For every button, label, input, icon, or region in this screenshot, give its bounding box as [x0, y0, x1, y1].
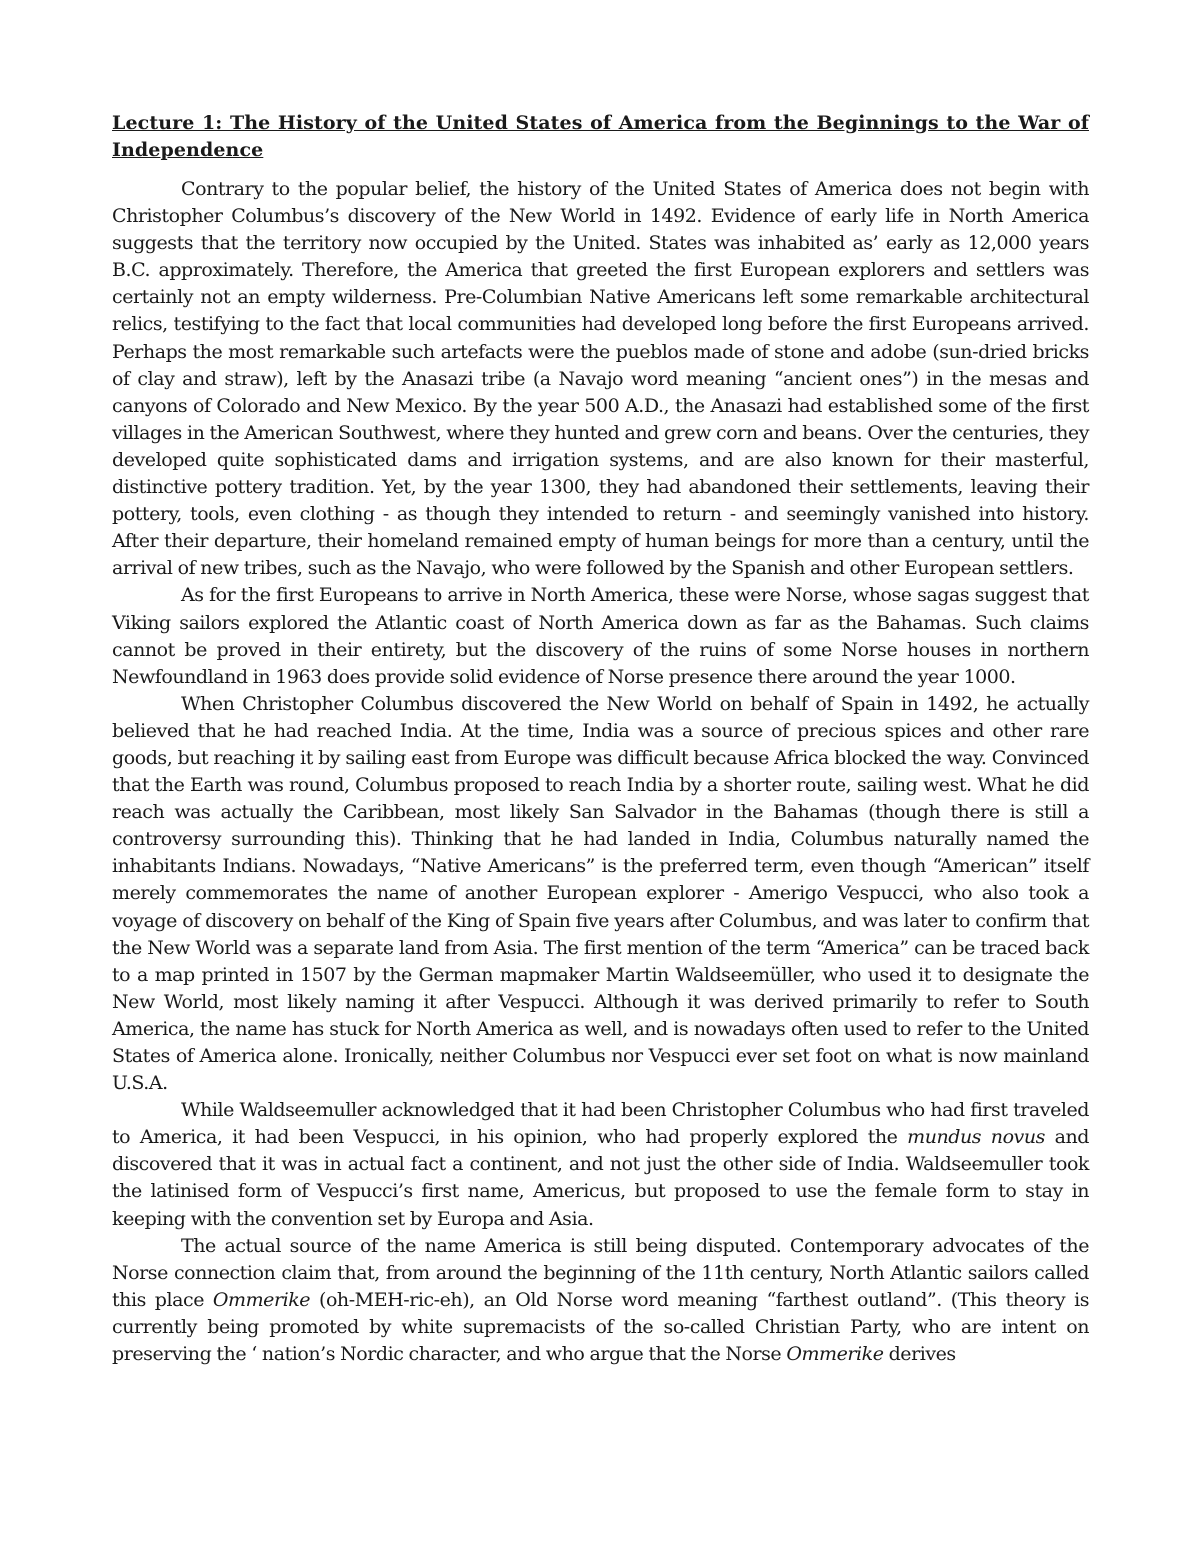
paragraph-text: and discovered that it was in actual fact a continent, and not just the other side of India. Waldseemuller took the latinised form of Vespucci’s first name, Americus, but proposed to use the female form to stay in keeping with the convention set by Europa and Asia. — [112, 1126, 1089, 1230]
paragraph-text: derives — [883, 1343, 956, 1366]
paragraph-text: (oh-MEH-ric-eh), an Old Norse word meaning “farthest outland”. (This theory is currently being promoted by white supremacists of the so-called Christian Party, who are intent on preserving the ‘ nation’s Nordic character, and who argue that the Norse — [112, 1288, 1089, 1366]
paragraph-norse: As for the first Europeans to arrive in North America, these were Norse, whose sagas suggest that Viking sailors explored the Atlantic coast of North America down as far as the Bahamas. Such claims cannot be proved in their entirety, but the discovery of the ruins of some Norse houses in northern Newfoundland in 1963 does provide solid evidence of Norse presence there around the year 1000. — [112, 584, 1089, 688]
italic-term: Ommerike — [212, 1288, 311, 1311]
paragraph-waldseemuller — [112, 1097, 1089, 1232]
paragraph-columbus: When Christopher Columbus discovered the New World on behalf of Spain in 1492, he actually believed that he had reached India. At the time, India was a source of precious spices and other rare goods, but reaching it by sailing east from Europe was difficult because Africa blocked the way. Convinced that the Earth was round, Columbus proposed to reach India by a shorter route, sailing west. What he did reach was actually the Caribbean, most likely San Salvador in the Bahamas (though there is still a controversy surrounding this). Thinking that he had landed in India, Columbus naturally named the inhabitants Indians. Nowadays, “Native Americans” is the preferred term, even though “American” itself merely commemorates the name of another European explorer - Amerigo Vespucci, who also took a voyage of discovery on behalf of the King of Spain five years after Columbus, and was later to confirm that the New World was a separate land from Asia. The first mention of the term “America” can be traced back to a map printed in 1507 by the German mapmaker Martin Waldseemüller, who used it to designate the New World, most likely naming it after Vespucci. Although it was derived primarily to refer to South America, the name has stuck for North America as well, and is nowadays often used to refer to the United States of America alone. Ironically, neither Columbus nor Vespucci ever set foot on what is now mainland U.S.A. — [112, 692, 1089, 1095]
page-title: Lecture 1: The History of the United States of America from the Beginnings to the War of Independence — [112, 112, 1089, 161]
paragraph-name-source — [112, 1233, 1089, 1368]
paragraph-text: The actual source of the name America is still being disputed. Contemporary advocates of the Norse connection claim that, from around the beginning of the 11th century, North Atlantic sailors called this place — [112, 1234, 1089, 1311]
paragraph-text: While Waldseemuller acknowledged that it had been Christopher Columbus who had first traveled to America, it had been Vespucci, in his opinion, who had properly explored the — [112, 1099, 1089, 1149]
paragraph-anasazi: Contrary to the popular belief, the history of the United States of America does not begin with Christopher Columbus’s discovery of the New World in 1492. Evidence of early life in North America suggests that the territory now occupied by the United. States was inhabited as’ early as 12,000 years B.C. approximately. Therefore, the America that greeted the first European explorers and settlers was certainly not an empty wilderness. Pre-Columbian Native Americans left some remarkable architectural relics, testifying to the fact that local communities had developed long before the first Europeans arrived. Perhaps the most remarkable such artefacts were the pueblos made of stone and adobe (sun-dried bricks of clay and straw), left by the Anasazi tribe (a Navajo word meaning “ancient ones”) in the mesas and canyons of Colorado and New Mexico. By the year 500 A.D., the Anasazi had established some of the first villages in the American Southwest, where they hunted and grew corn and beans. Over the centuries, they developed quite sophisticated dams and irrigation systems, and are also known for their masterful, distinctive pottery tradition. Yet, by the year 1300, they had abandoned their settlements, leaving their pottery, tools, even clothing - as though they intended to return - and seemingly vanished into history. After their departure, their homeland remained empty of human beings for more than a century, until the arrival of new tribes, such as the Navajo, who were followed by the Spanish and other European settlers. — [112, 178, 1089, 580]
italic-term: mundus novus — [907, 1126, 1045, 1149]
italic-term: Ommerike — [786, 1343, 884, 1366]
document-page — [112, 110, 1089, 1368]
